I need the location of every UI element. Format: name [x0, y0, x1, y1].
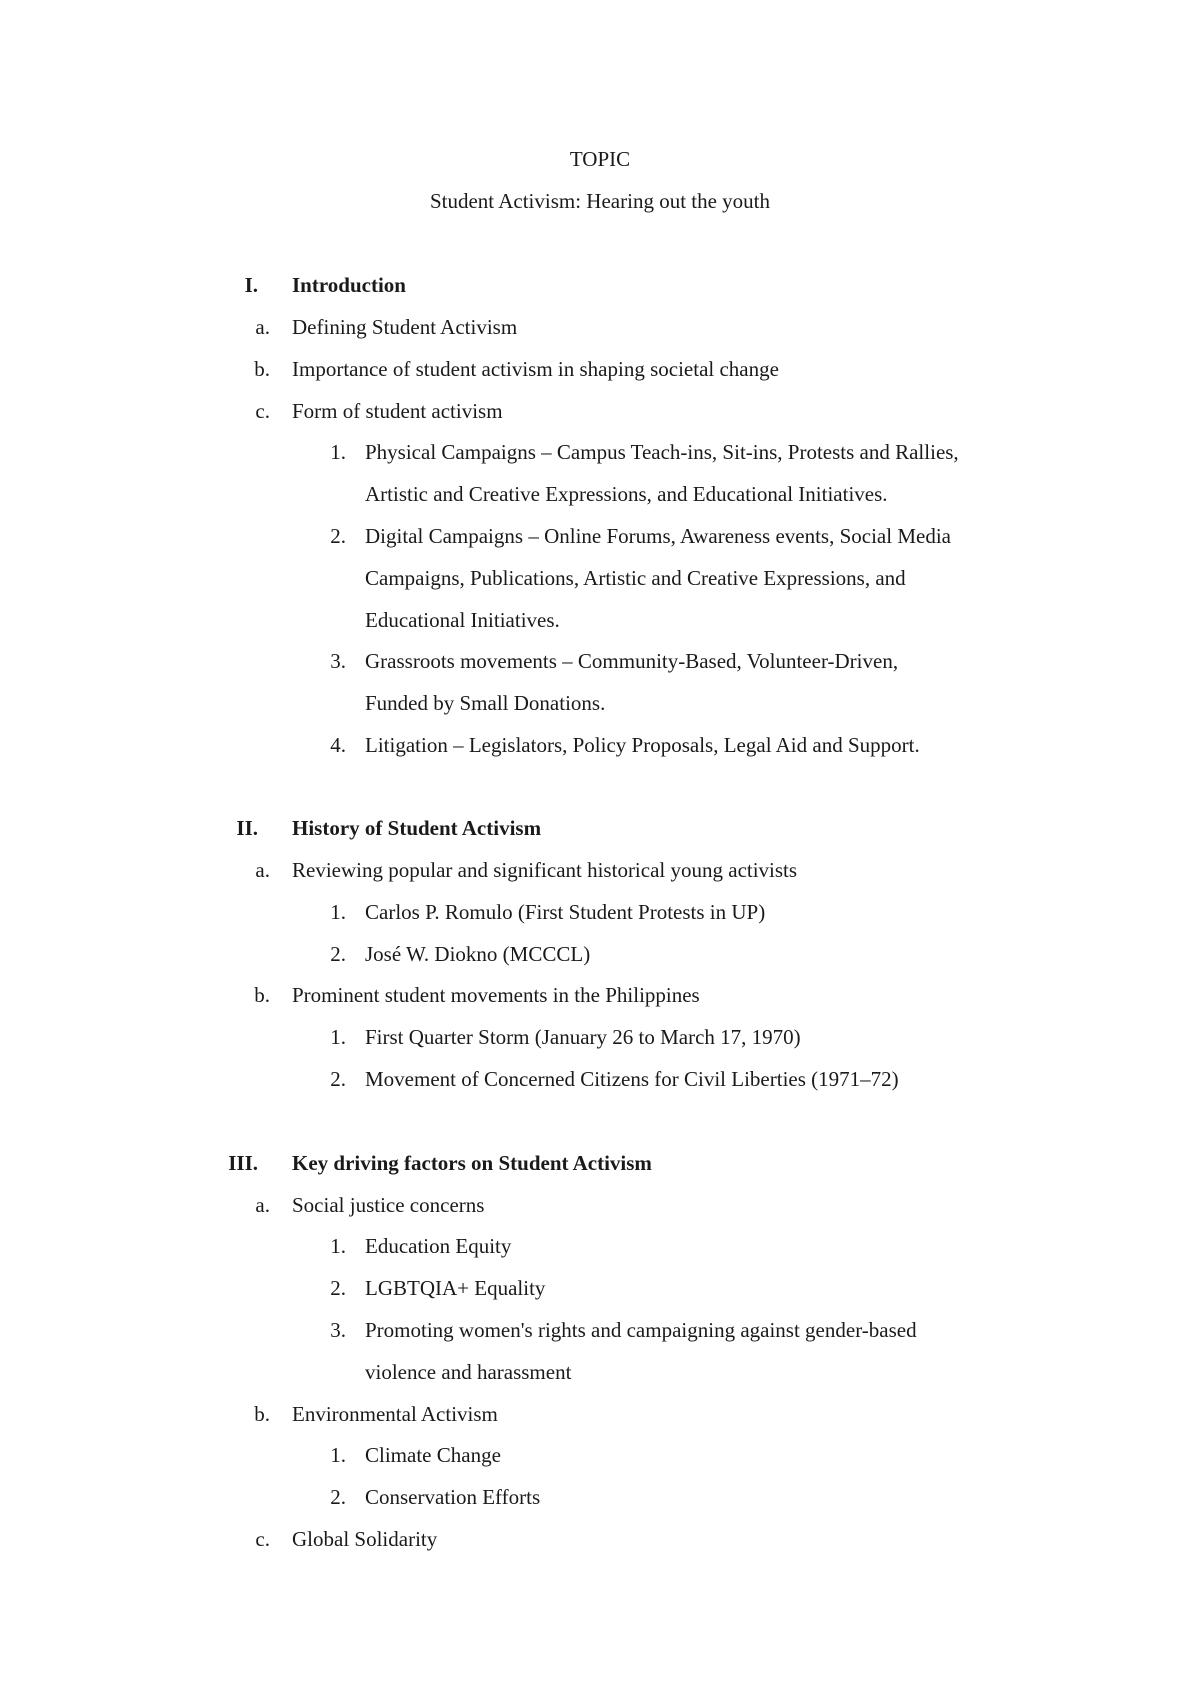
item-letter: c.	[255, 1527, 270, 1551]
subitem-number: 2.	[330, 1485, 346, 1509]
item-letter: a.	[255, 1193, 270, 1217]
subitem-text: Movement of Concerned Citizens for Civil Liberties (1971–72)	[365, 1067, 899, 1091]
item-letter: b.	[254, 983, 270, 1007]
subitem-number: 4.	[330, 733, 346, 757]
item-text: Defining Student Activism	[292, 315, 518, 339]
topic-label: TOPIC	[569, 147, 631, 171]
subitem-text: Promoting women's rights and campaigning against gender-based	[365, 1318, 917, 1342]
subitem-text: violence and harassment	[365, 1360, 572, 1384]
item-letter: b.	[254, 1402, 270, 1426]
subitem-number: 1.	[330, 1025, 346, 1049]
subitem-text: Digital Campaigns – Online Forums, Awareness events, Social Media	[365, 524, 951, 548]
subitem-text: Campaigns, Publications, Artistic and Creative Expressions, and	[365, 566, 906, 590]
subitem-text: Artistic and Creative Expressions, and Educational Initiatives.	[365, 482, 888, 506]
subitem-text: First Quarter Storm (January 26 to March 17, 1970)	[365, 1025, 801, 1049]
item-text: Importance of student activism in shaping societal change	[292, 357, 779, 381]
section-numeral: II.	[236, 816, 258, 840]
subitem-text: José W. Diokno (MCCCL)	[365, 942, 591, 966]
item-text: Global Solidarity	[292, 1527, 438, 1551]
document-title: Student Activism: Hearing out the youth	[429, 189, 771, 213]
subitem-number: 1.	[330, 900, 346, 924]
subitem-text: Litigation – Legislators, Policy Proposals, Legal Aid and Support.	[365, 733, 920, 757]
item-text: Environmental Activism	[292, 1402, 498, 1426]
item-text: Social justice concerns	[292, 1193, 485, 1217]
subitem-number: 2.	[330, 1276, 346, 1300]
item-letter: b.	[254, 357, 270, 381]
subitem-number: 1.	[330, 1443, 346, 1467]
subitem-text: LGBTQIA+ Equality	[365, 1276, 546, 1300]
subitem-number: 3.	[330, 649, 346, 673]
item-letter: a.	[255, 858, 270, 882]
item-text: Form of student activism	[292, 399, 503, 423]
subitem-text: Educational Initiatives.	[365, 608, 560, 632]
subitem-text: Conservation Efforts	[365, 1485, 541, 1509]
subitem-number: 2.	[330, 524, 346, 548]
item-text: Reviewing popular and significant historical young activists	[292, 858, 798, 882]
subitem-number: 1.	[330, 1234, 346, 1258]
subitem-number: 1.	[330, 440, 346, 464]
subitem-text: Climate Change	[365, 1443, 501, 1467]
section-heading: Introduction	[292, 273, 406, 297]
section-heading: History of Student Activism	[292, 816, 542, 840]
subitem-number: 3.	[330, 1318, 346, 1342]
item-letter: a.	[255, 315, 270, 339]
subitem-text: Education Equity	[365, 1234, 512, 1258]
subitem-text: Grassroots movements – Community-Based, Volunteer-Driven,	[365, 649, 899, 673]
item-letter: c.	[255, 399, 270, 423]
subitem-number: 2.	[330, 942, 346, 966]
section-numeral: III.	[228, 1151, 258, 1175]
subitem-number: 2.	[330, 1067, 346, 1091]
subitem-text: Carlos P. Romulo (First Student Protests in UP)	[365, 900, 766, 924]
section-heading: Key driving factors on Student Activism	[292, 1151, 652, 1175]
subitem-text: Physical Campaigns – Campus Teach-ins, Sit-ins, Protests and Rallies,	[365, 440, 959, 464]
section-numeral: I.	[244, 273, 258, 297]
item-text: Prominent student movements in the Philippines	[292, 983, 700, 1007]
subitem-text: Funded by Small Donations.	[365, 691, 606, 715]
